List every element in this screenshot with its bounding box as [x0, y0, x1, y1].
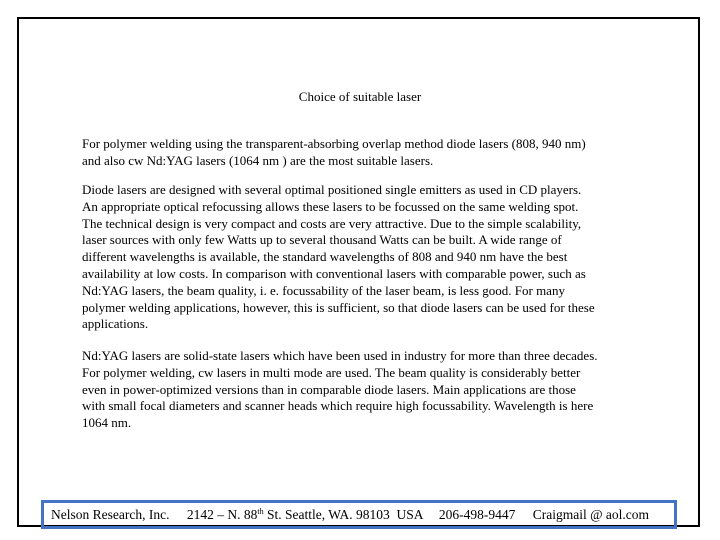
paragraph-line: For polymer welding, cw lasers in multi mode are used. The beam quality is considerably better	[82, 364, 581, 380]
paragraph-diode-lasers	[82, 182, 647, 333]
paragraph-line: An appropriate optical refocussing allows these lasers to be focussed on the same welding spot.	[82, 198, 579, 214]
slide-title: Choice of suitable laser	[298, 89, 422, 104]
paragraph-ndyag-lasers	[82, 348, 647, 432]
footer-contact-bar	[41, 500, 677, 529]
paragraph-line: For polymer welding using the transparent-absorbing overlap method diode lasers (808, 940 nm)	[82, 136, 586, 151]
paragraph-line: and also cw Nd:YAG lasers (1064 nm ) are the most suitable lasers.	[82, 152, 434, 168]
address-number: 2142 – N. 88	[186, 507, 258, 522]
paragraph-line: Nd:YAG lasers, the beam quality, i. e. focussability of the laser beam, is less good. For many	[82, 282, 565, 298]
paragraph-line: polymer welding applications, however, this is sufficient, so that diode lasers can be used for these	[82, 299, 595, 315]
paragraph-intro	[82, 136, 647, 170]
footer-phone: 206-498-9447	[438, 507, 516, 522]
paragraph-line: laser sources with only few Watts up to several thousand Watts can be built. A wide range of	[82, 232, 562, 248]
footer-company: Nelson Research, Inc.	[51, 507, 170, 522]
paragraph-line: with small focal diameters and scanner heads which require high focussability. Wavelength is here	[82, 398, 594, 414]
paragraph-line: different wavelengths is available, the standard wavelengths of 808 and 940 nm have the best	[82, 249, 568, 265]
footer-email[interactable]: Craigmail @ aol.com	[532, 507, 649, 522]
paragraph-line: Diode lasers are designed with several optimal positioned single emitters as used in CD players.	[82, 182, 582, 197]
paragraph-line: The technical design is very compact and costs are very attractive. Due to the simple scalability,	[82, 215, 582, 231]
paragraph-line: 1064 nm.	[82, 415, 132, 431]
paragraph-line: applications.	[82, 316, 149, 332]
address-rest: St. Seattle, WA. 98103 USA	[263, 507, 424, 522]
footer-address	[187, 503, 424, 526]
address-ordinal-suffix: th	[257, 507, 264, 516]
paragraph-line: even in power-optimized versions than in comparable diode lasers. Main applications are those	[82, 381, 576, 397]
paragraph-line: Nd:YAG lasers are solid-state lasers which have been used in industry for more than three decades.	[82, 348, 598, 363]
paragraph-line: availability at low costs. In comparison with conventional lasers with comparable power, such as	[82, 265, 586, 281]
